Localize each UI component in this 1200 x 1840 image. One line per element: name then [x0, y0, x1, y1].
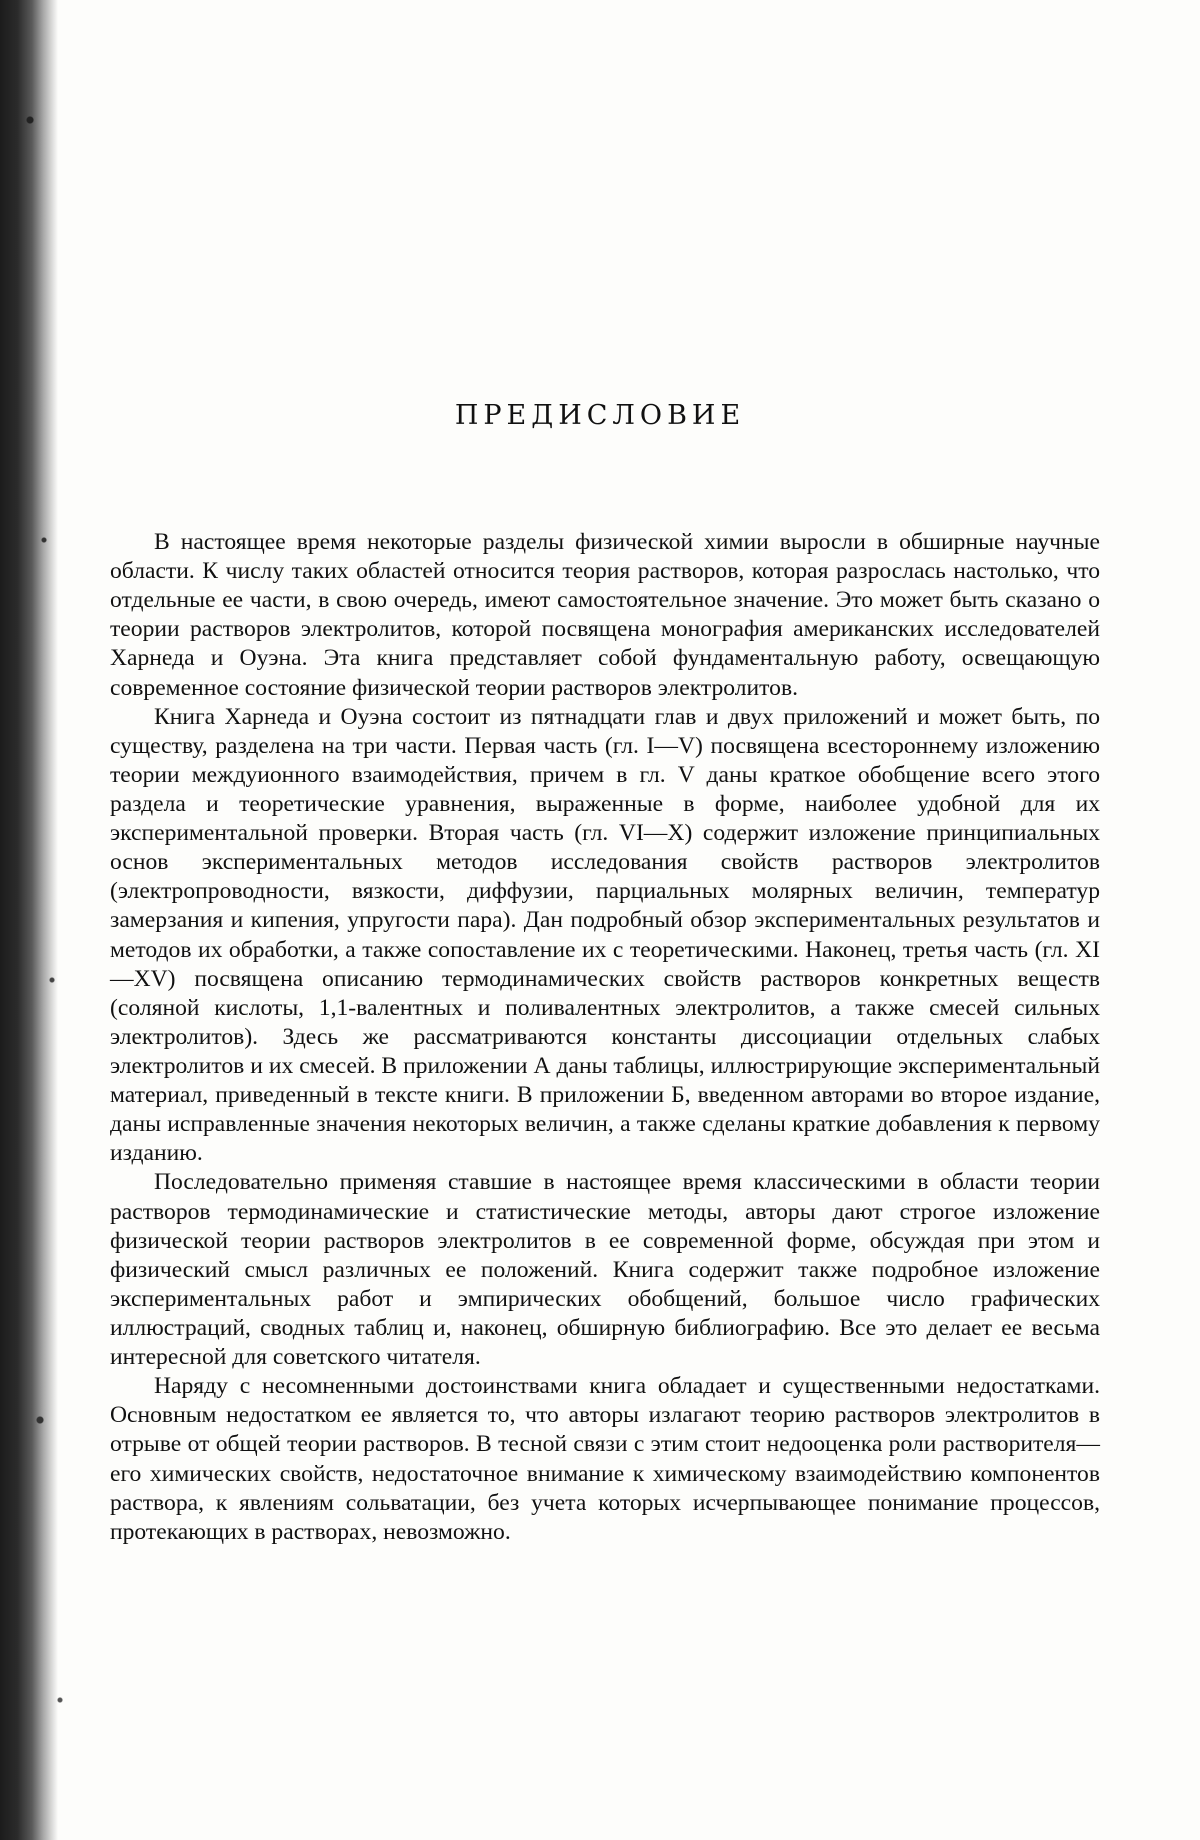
- preface-body: [110, 528, 1100, 1547]
- paragraph-4: Наряду с несомненными достоинствами книга обладает и существенными недостатками. Основным недостатком ее является то, что авторы излагают теорию растворов электролитов в отрыве от общей теории растворов. В тесной связи с этим стоит недооценка роли растворителя—его химических свойств, недостаточное внимание к химическому взаимодействию компонентов раствора, к явлениям сольватации, без учета которых исчерпывающее понимание процессов, протекающих в растворах, невозможно.: [110, 1373, 1100, 1545]
- page-heading: ПРЕДИСЛОВИЕ: [454, 400, 746, 431]
- paragraph-2: Книга Харнеда и Оуэна состоит из пятнадцати глав и двух приложений и может быть, по существу, разделена на три части. Первая часть (гл. I—V) посвящена всестороннему изложению теории междуионного взаимодействия, причем в гл. V даны краткое обобщение всего этого раздела и теоретические уравнения, выраженные в форме, наиболее удобной для их экспериментальной проверки. Вторая часть (гл. VI—X) содержит изложение принципиальных основ экспериментальных методов исследования свойств растворов электролитов (электропроводности, вязкости, диффузии, парциальных молярных величин, температур замерзания и кипения, упругости пара). Дан подробный обзор экспериментальных результатов и методов их обработки, а также сопоставление их с теоретическими. Наконец, третья часть (гл. XI—XV) посвящена описанию термодинамических свойств растворов конкретных веществ (соляной кислоты, 1,1-валентных и поливалентных электролитов, а также смесей сильных электролитов). Здесь же рассматриваются константы диссоциации отдельных слабых электролитов и их смесей. В приложении А даны таблицы, иллюстрирующие экспериментальный материал, приведенный в тексте книги. В приложении Б, введенном авторами во второе издание, даны исправленные значения некоторых величин, а также сделаны краткие добавления к первому изданию.: [110, 703, 1100, 1167]
- paragraph-1: В настоящее время некоторые разделы физической химии выросли в обширные научные области. К числу таких областей относится теория растворов, которая разрослась настолько, что отдельные ее части, в свою очередь, имеют самостоятельное значение. Это может быть сказано о теории растворов электролитов, которой посвящена монография американских исследователей Харнеда и Оуэна. Эта книга представляет собой фундаментальную работу, освещающую современное состояние физической теории растворов электролитов.: [110, 529, 1100, 701]
- scan-noise: [0, 0, 80, 1840]
- paragraph-3: Последовательно применяя ставшие в настоящее время классическими в области теории растворов термодинамические и статистические методы, авторы дают строгое изложение физической теории растворов электролитов в ее современной форме, обсуждая при этом и физический смысл различных ее положений. Книга содержит также подробное изложение экспериментальных работ и эмпирических обобщений, большое число графических иллюстраций, сводных таблиц и, наконец, обширную библиографию. Все это делает ее весьма интересной для советского читателя.: [110, 1169, 1100, 1371]
